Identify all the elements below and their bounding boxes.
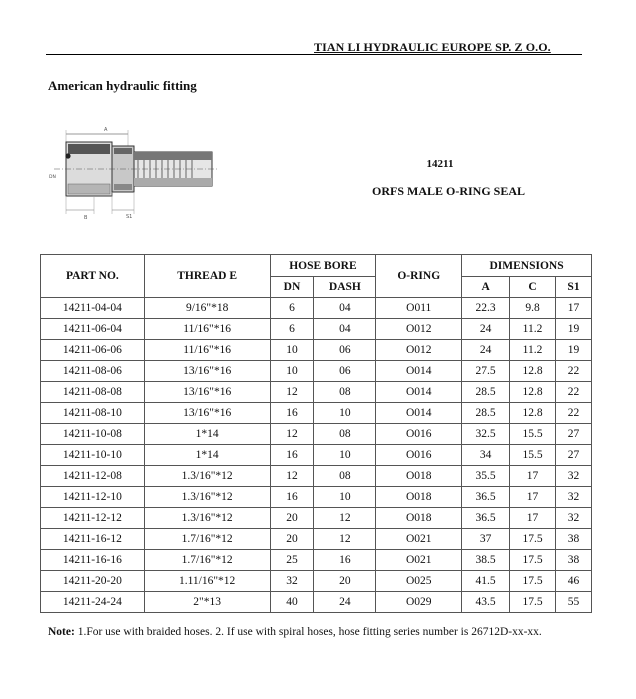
table-cell: 32 xyxy=(270,571,314,592)
table-cell: 14211-12-10 xyxy=(41,487,145,508)
table-cell: 12.8 xyxy=(510,361,556,382)
table-cell: 10 xyxy=(314,403,376,424)
table-cell: 11/16"*16 xyxy=(144,340,270,361)
table-cell: 14211-04-04 xyxy=(41,298,145,319)
table-cell: 24 xyxy=(462,319,510,340)
table-cell: 22 xyxy=(556,382,592,403)
table-row xyxy=(41,550,592,571)
company-name: TIAN LI HYDRAULIC EUROPE SP. Z O.O. xyxy=(314,40,551,54)
table-row xyxy=(41,340,592,361)
col-dimensions: DIMENSIONS xyxy=(462,255,592,277)
table-cell: 20 xyxy=(270,508,314,529)
table-cell: 14211-20-20 xyxy=(41,571,145,592)
table-cell: 14211-12-12 xyxy=(41,508,145,529)
col-part-no: PART NO. xyxy=(41,255,145,298)
table-cell: 1*14 xyxy=(144,445,270,466)
table-cell: 27.5 xyxy=(462,361,510,382)
table-cell: 11.2 xyxy=(510,340,556,361)
dim-s1-label: S1 xyxy=(126,214,133,220)
table-cell: 1.7/16"*12 xyxy=(144,550,270,571)
table-cell: O018 xyxy=(376,466,462,487)
table-cell: 14211-10-10 xyxy=(41,445,145,466)
table-cell: 08 xyxy=(314,382,376,403)
table-cell: 13/16"*16 xyxy=(144,382,270,403)
footnote xyxy=(48,626,542,638)
table-cell: 40 xyxy=(270,592,314,613)
table-cell: 20 xyxy=(314,571,376,592)
table-cell: 12 xyxy=(270,424,314,445)
table-cell: 35.5 xyxy=(462,466,510,487)
table-cell: 10 xyxy=(270,340,314,361)
table-cell: 1.3/16"*12 xyxy=(144,466,270,487)
table-cell: 20 xyxy=(270,529,314,550)
table-cell: 17 xyxy=(510,466,556,487)
table-cell: 22 xyxy=(556,361,592,382)
table-cell: 10 xyxy=(270,361,314,382)
table-row xyxy=(41,466,592,487)
table-cell: O021 xyxy=(376,529,462,550)
table-cell: 14211-06-04 xyxy=(41,319,145,340)
note-label: Note: xyxy=(48,626,75,638)
table-cell: 1.3/16"*12 xyxy=(144,487,270,508)
col-s1: S1 xyxy=(556,277,592,298)
table-cell: O014 xyxy=(376,361,462,382)
table-cell: 14211-12-08 xyxy=(41,466,145,487)
table-cell: 25 xyxy=(270,550,314,571)
table-cell: 12 xyxy=(270,466,314,487)
table-cell: O025 xyxy=(376,571,462,592)
table-cell: 12 xyxy=(314,529,376,550)
table-cell: 06 xyxy=(314,340,376,361)
specification-table xyxy=(40,254,592,613)
table-cell: 34 xyxy=(462,445,510,466)
table-cell: 2"*13 xyxy=(144,592,270,613)
dim-a-label: A xyxy=(104,127,108,133)
table-cell: O016 xyxy=(376,424,462,445)
table-cell: 12.8 xyxy=(510,382,556,403)
table-cell: 12 xyxy=(270,382,314,403)
header-rule xyxy=(46,54,582,55)
table-cell: 08 xyxy=(314,466,376,487)
table-cell: 32.5 xyxy=(462,424,510,445)
table-row xyxy=(41,592,592,613)
table-row xyxy=(41,424,592,445)
table-cell: 04 xyxy=(314,298,376,319)
dim-dn-label: DN xyxy=(49,175,56,180)
table-cell: 1.11/16"*12 xyxy=(144,571,270,592)
table-cell: 1.3/16"*12 xyxy=(144,508,270,529)
col-dash: DASH xyxy=(314,277,376,298)
table-cell: 43.5 xyxy=(462,592,510,613)
table-row xyxy=(41,403,592,424)
table-cell: 14211-08-06 xyxy=(41,361,145,382)
table-cell: 14211-16-12 xyxy=(41,529,145,550)
table-cell: 27 xyxy=(556,424,592,445)
table-cell: O011 xyxy=(376,298,462,319)
table-cell: 16 xyxy=(270,403,314,424)
table-cell: 10 xyxy=(314,487,376,508)
table-cell: 12.8 xyxy=(510,403,556,424)
table-cell: 04 xyxy=(314,319,376,340)
section-title: American hydraulic fitting xyxy=(48,78,197,93)
table-cell: 10 xyxy=(314,445,376,466)
table-row xyxy=(41,319,592,340)
table-row xyxy=(41,445,592,466)
product-code: 14211 xyxy=(426,158,454,170)
table-row xyxy=(41,571,592,592)
table-cell: 32 xyxy=(556,466,592,487)
table-cell: 1.7/16"*12 xyxy=(144,529,270,550)
table-cell: 27 xyxy=(556,445,592,466)
table-row xyxy=(41,508,592,529)
table-cell: O014 xyxy=(376,382,462,403)
table-cell: 17.5 xyxy=(510,571,556,592)
table-cell: 17.5 xyxy=(510,592,556,613)
table-cell: 14211-24-24 xyxy=(41,592,145,613)
table-cell: 38 xyxy=(556,529,592,550)
table-cell: 41.5 xyxy=(462,571,510,592)
table-cell: 13/16"*16 xyxy=(144,361,270,382)
table-cell: 06 xyxy=(314,361,376,382)
table-cell: 6 xyxy=(270,298,314,319)
col-o-ring: O-RING xyxy=(376,255,462,298)
table-cell: 37 xyxy=(462,529,510,550)
table-cell: 19 xyxy=(556,340,592,361)
table-cell: 32 xyxy=(556,508,592,529)
table-cell: O014 xyxy=(376,403,462,424)
table-cell: 16 xyxy=(270,445,314,466)
table-cell: 15.5 xyxy=(510,445,556,466)
table-row xyxy=(41,361,592,382)
table-cell: O029 xyxy=(376,592,462,613)
table-cell: 14211-10-08 xyxy=(41,424,145,445)
product-description: ORFS MALE O-RING SEAL xyxy=(372,184,526,198)
table-cell: 32 xyxy=(556,487,592,508)
table-cell: 24 xyxy=(462,340,510,361)
table-cell: 17 xyxy=(556,298,592,319)
table-cell: 6 xyxy=(270,319,314,340)
table-cell: 14211-08-10 xyxy=(41,403,145,424)
col-a: A xyxy=(462,277,510,298)
table-cell: 9.8 xyxy=(510,298,556,319)
table-cell: 17.5 xyxy=(510,529,556,550)
table-cell: 12 xyxy=(314,508,376,529)
table-cell: 38 xyxy=(556,550,592,571)
table-cell: 17 xyxy=(510,487,556,508)
table-cell: 17 xyxy=(510,508,556,529)
table-cell: 24 xyxy=(314,592,376,613)
table-cell: 28.5 xyxy=(462,382,510,403)
table-cell: 15.5 xyxy=(510,424,556,445)
table-cell: 19 xyxy=(556,319,592,340)
col-c: C xyxy=(510,277,556,298)
fitting-drawing xyxy=(46,122,226,224)
table-cell: 22 xyxy=(556,403,592,424)
table-cell: O012 xyxy=(376,340,462,361)
table-cell: O018 xyxy=(376,508,462,529)
table-row xyxy=(41,487,592,508)
table-row xyxy=(41,382,592,403)
table-cell: 08 xyxy=(314,424,376,445)
table-cell: 17.5 xyxy=(510,550,556,571)
table-row xyxy=(41,529,592,550)
table-cell: 16 xyxy=(270,487,314,508)
table-cell: 16 xyxy=(314,550,376,571)
table-cell: O021 xyxy=(376,550,462,571)
table-cell: 14211-08-08 xyxy=(41,382,145,403)
table-cell: 46 xyxy=(556,571,592,592)
col-thread: THREAD E xyxy=(144,255,270,298)
table-cell: 36.5 xyxy=(462,487,510,508)
dim-b-label: B xyxy=(84,215,88,221)
table-cell: 9/16"*18 xyxy=(144,298,270,319)
table-cell: 14211-06-06 xyxy=(41,340,145,361)
col-dn: DN xyxy=(270,277,314,298)
table-cell: 38.5 xyxy=(462,550,510,571)
table-cell: 36.5 xyxy=(462,508,510,529)
table-cell: O016 xyxy=(376,445,462,466)
table-cell: 11.2 xyxy=(510,319,556,340)
table-cell: 22.3 xyxy=(462,298,510,319)
col-hose-bore: HOSE BORE xyxy=(270,255,376,277)
table-cell: 28.5 xyxy=(462,403,510,424)
table-cell: 13/16"*16 xyxy=(144,403,270,424)
table-cell: 55 xyxy=(556,592,592,613)
table-cell: O018 xyxy=(376,487,462,508)
table-row xyxy=(41,298,592,319)
note-text: 1.For use with braided hoses. 2. If use with spiral hoses, hose fitting series number is 26712D-xx-xx. xyxy=(74,626,542,638)
table-cell: 14211-16-16 xyxy=(41,550,145,571)
table-cell: 1*14 xyxy=(144,424,270,445)
table-cell: O012 xyxy=(376,319,462,340)
table-cell: 11/16"*16 xyxy=(144,319,270,340)
